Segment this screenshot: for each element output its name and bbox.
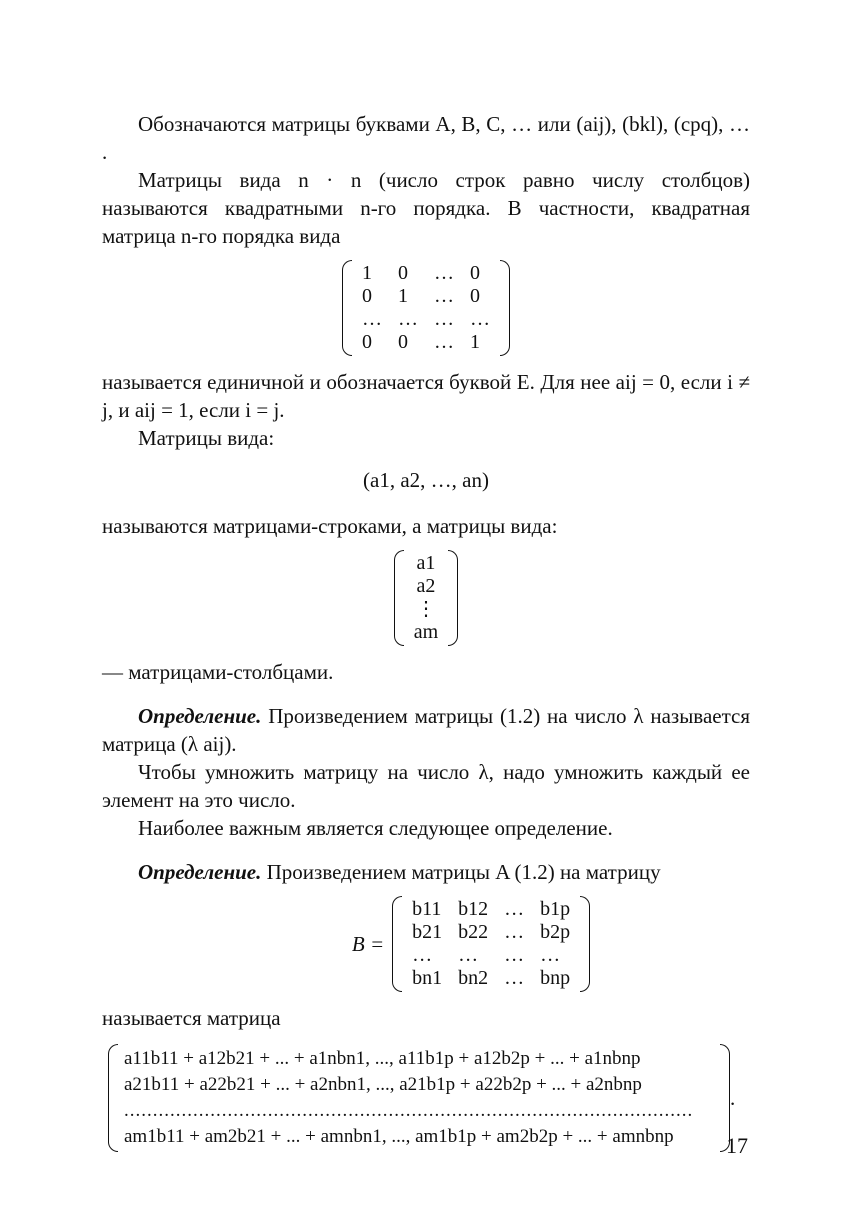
identity-matrix-brackets xyxy=(342,260,510,356)
column-vector xyxy=(102,550,750,646)
definition-label: Определение. xyxy=(138,860,262,884)
product-matrix xyxy=(108,1044,750,1152)
paragraph-identity-definition: называется единичной и обозначается буквой E. Для нее aij = 0, если i ≠ j, и aij = 1, если i = j. xyxy=(102,370,750,422)
matrix-cell: … xyxy=(504,944,525,966)
matrix-cell: 1 xyxy=(470,331,480,353)
matrix-b-label: B = xyxy=(351,932,385,956)
matrix-cell: 0 xyxy=(398,262,408,284)
matrix-cell: 0 xyxy=(362,285,372,307)
matrix-row xyxy=(122,1072,716,1098)
matrix-row xyxy=(122,1046,716,1072)
definition-text: Произведением матрицы (1.2) на число λ называется матрица (λ aij). xyxy=(102,704,751,756)
matrix-cell: … xyxy=(504,967,525,989)
paragraph-called-matrix: называется матрица xyxy=(102,1006,281,1030)
identity-matrix xyxy=(102,260,750,356)
matrix-cell: b22 xyxy=(458,921,489,943)
matrix-cell: 1 xyxy=(362,262,372,284)
matrix-cell: b21 xyxy=(412,921,443,943)
matrix-row xyxy=(354,262,498,285)
paragraph-important-definition: Наиболее важным является следующее определение. xyxy=(138,816,613,840)
matrix-cell: 0 xyxy=(470,262,480,284)
matrix-row xyxy=(354,331,498,354)
identity-matrix-table xyxy=(354,262,498,354)
matrix-cell: b2p xyxy=(540,921,571,943)
product-matrix-table xyxy=(122,1046,716,1150)
column-vector-table xyxy=(406,552,446,644)
matrix-cell: 1 xyxy=(398,285,408,307)
matrix-cell: bnp xyxy=(540,967,571,989)
matrix-row xyxy=(404,898,578,921)
paragraph-column-matrices: — матрицами-столбцами. xyxy=(102,660,334,684)
paragraph-notation: Обозначаются матрицы буквами A, B, C, … или (aij), (bkl), (cpq), … . xyxy=(102,112,750,164)
matrix-cell: 0 xyxy=(362,331,372,353)
column-vector-brackets xyxy=(394,550,458,646)
matrix-row xyxy=(406,621,446,644)
matrix-cell: 0 xyxy=(398,331,408,353)
matrix-cell: am1b11 + am2b21 + ... + amnbn1, ..., am1b1p + am2b2p + ... + amnbnp xyxy=(124,1126,674,1147)
matrix-cell: ⋮ xyxy=(416,598,436,620)
trailing-period: . xyxy=(730,1086,736,1110)
matrix-row xyxy=(406,552,446,575)
definition-matrix-product xyxy=(102,858,750,886)
matrix-cell: … xyxy=(412,944,433,966)
matrix-cell: … xyxy=(362,308,382,330)
matrix-row xyxy=(406,598,446,621)
matrix-cell: bn2 xyxy=(458,967,489,989)
matrix-cell: … xyxy=(458,944,479,966)
definition-scalar-product xyxy=(102,702,750,758)
matrix-row xyxy=(404,944,578,967)
matrix-row xyxy=(404,967,578,990)
matrix-cell: … xyxy=(470,308,490,330)
matrix-cell: a1 xyxy=(416,552,436,574)
matrix-cell: b1p xyxy=(540,898,571,920)
matrix-cell: … xyxy=(504,898,525,920)
matrix-b-brackets xyxy=(392,896,590,992)
row-vector: (a1, a2, …, an) xyxy=(363,468,489,492)
paragraph-matrices-of-form: Матрицы вида: xyxy=(138,426,275,450)
matrix-cell: am xyxy=(413,621,439,643)
definition-text: Произведением матрицы A (1.2) на матрицу xyxy=(266,860,661,884)
matrix-cell: ................................................................................................... xyxy=(124,1100,694,1121)
matrix-cell: … xyxy=(540,944,561,966)
paragraph-square-matrices: Матрицы вида n · n (число строк равно числу столбцов) называются квадратными n-го порядка. В частности, квадратная матрица n-го порядка вида xyxy=(102,168,750,248)
page-number: 17 xyxy=(726,1133,748,1158)
matrix-cell: … xyxy=(434,262,454,284)
matrix-b-table xyxy=(404,898,578,990)
product-matrix-brackets xyxy=(108,1044,730,1152)
matrix-row xyxy=(404,921,578,944)
matrix-cell: b11 xyxy=(412,898,442,920)
matrix-cell: … xyxy=(398,308,418,330)
matrix-row xyxy=(122,1124,716,1150)
matrix-cell: 0 xyxy=(470,285,480,307)
page-content xyxy=(102,110,750,1152)
matrix-cell: … xyxy=(434,308,454,330)
matrix-cell: a11b11 + a12b21 + ... + a1nbn1, ..., a11b1p + a12b2p + ... + a1nbnp xyxy=(124,1048,641,1069)
matrix-cell: bn1 xyxy=(412,967,443,989)
matrix-cell: … xyxy=(434,285,454,307)
matrix-cell: … xyxy=(504,921,525,943)
matrix-cell: b12 xyxy=(458,898,489,920)
matrix-row xyxy=(406,575,446,598)
matrix-row xyxy=(122,1098,716,1124)
matrix-cell: … xyxy=(434,331,454,353)
matrix-cell: a21b11 + a22b21 + ... + a2nbn1, ..., a21b1p + a22b2p + ... + a2nbnp xyxy=(124,1074,642,1095)
matrix-cell: a2 xyxy=(416,575,436,597)
paragraph-multiply-by-number: Чтобы умножить матрицу на число λ, надо умножить каждый ее элемент на это число. xyxy=(102,760,750,812)
definition-label: Определение. xyxy=(138,704,262,728)
matrix-row xyxy=(354,285,498,308)
matrix-b xyxy=(102,896,750,992)
paragraph-row-matrices: называются матрицами-строками, а матрицы вида: xyxy=(102,514,558,538)
matrix-row xyxy=(354,308,498,331)
